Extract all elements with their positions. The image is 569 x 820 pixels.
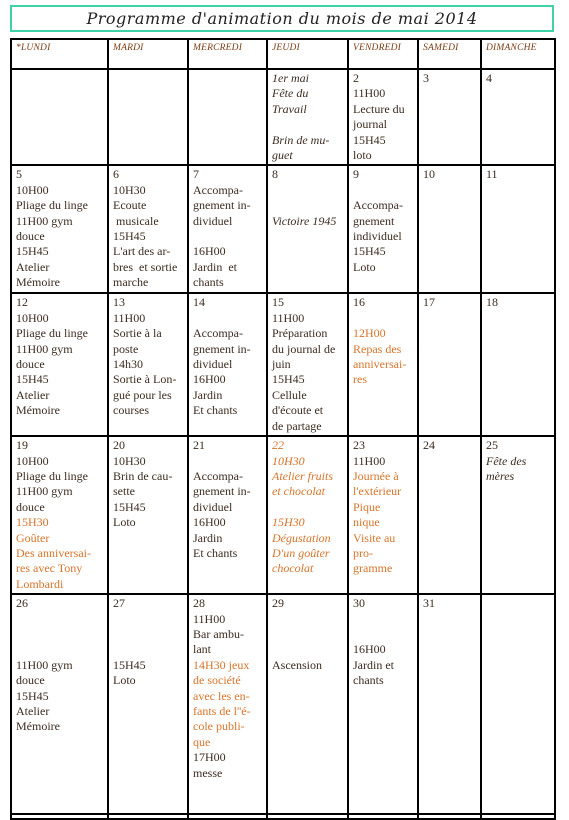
day-cell-line: 2: [353, 71, 359, 85]
day-cell: [267, 69, 348, 165]
header-row: [11, 39, 555, 69]
day-cell-line: gnement in-: [193, 341, 251, 356]
day-cell: [348, 814, 418, 819]
page-title: Programme d'animation du mois de mai 2014: [86, 9, 478, 28]
day-cell-line: bres et sortie: [113, 259, 178, 274]
day-cell: [108, 69, 188, 165]
day-cell-line: douce: [16, 499, 45, 514]
day-cell-line: d'écoute et: [272, 403, 324, 418]
day-cell-line: dividuel: [193, 213, 233, 228]
day-cell-line: 23: [353, 438, 365, 453]
header-lundi: *LUNDI: [11, 39, 108, 69]
day-cell-line: Atelier fruits: [272, 468, 333, 483]
day-cell-line: Ecoute: [113, 198, 147, 213]
day-cell-line: Accompa-: [353, 198, 403, 213]
day-cell-line: Et chants: [193, 403, 238, 418]
title-box: [10, 5, 554, 32]
day-cell-line: 11H00: [113, 310, 146, 325]
day-cell-line: [353, 183, 414, 198]
day-cell-line: Sortie à Lon-: [113, 372, 177, 387]
cut-off-row: [11, 814, 555, 819]
day-cell-line: Mémoire: [16, 275, 60, 290]
day-cell: [11, 814, 108, 819]
day-cell: [418, 814, 481, 819]
day-cell-line: avec les en-: [193, 688, 250, 703]
day-cell-line: [353, 311, 414, 326]
day-cell-line: 16H00: [193, 244, 226, 259]
day-cell-line: 9: [353, 167, 359, 182]
day-cell-line: Ascension: [272, 657, 322, 672]
day-cell: [418, 165, 481, 293]
day-cell-line: 11H00 gym: [16, 657, 73, 672]
header-jeudi: JEUDI: [267, 39, 348, 69]
day-cell-line: Préparation: [272, 326, 328, 341]
day-cell-line: [16, 612, 104, 627]
day-cell-line: 18: [486, 295, 498, 310]
day-cell-line: gnement: [353, 213, 395, 228]
day-cell-line: 11: [486, 167, 498, 182]
day-cell-line: Bar ambu-: [193, 626, 244, 641]
week-row: [11, 594, 555, 814]
day-cell: [267, 165, 348, 293]
day-cell-line: Accompa-: [193, 468, 243, 483]
day-cell-line: Sortie à la: [113, 326, 162, 341]
day-cell-line: 10H30: [272, 453, 305, 468]
day-cell: [348, 436, 418, 594]
day-cell-line: du journal de: [272, 341, 336, 356]
day-cell-line: 1er mai: [272, 71, 309, 85]
day-cell-line: gué pour les: [113, 387, 172, 402]
day-cell-line: gnement in-: [193, 198, 251, 213]
day-cell-line: sette: [113, 484, 135, 499]
day-cell-line: 24: [423, 438, 435, 453]
day-cell-line: Brin de mu-: [272, 132, 330, 147]
day-cell-line: 11H00 gym: [16, 341, 73, 356]
day-cell-line: Mémoire: [16, 403, 60, 418]
day-cell-line: douce: [16, 357, 45, 372]
day-cell-line: mères: [486, 468, 515, 483]
day-cell-line: Travail: [272, 101, 307, 116]
day-cell-line: 25: [486, 438, 498, 453]
day-cell-line: Pliage du linge: [16, 326, 88, 341]
day-cell-line: 14h30: [113, 357, 143, 372]
day-cell-line: que: [193, 734, 211, 749]
day-cell-line: poste: [113, 341, 139, 356]
day-cell: [418, 436, 481, 594]
day-cell-line: 17: [423, 295, 435, 310]
day-cell-line: res: [353, 372, 367, 387]
day-cell-line: 15H45: [353, 244, 386, 259]
day-cell-line: chants: [193, 275, 224, 290]
day-cell-line: gramme: [353, 561, 393, 576]
day-cell-line: Cellule: [272, 387, 307, 402]
day-cell-line: Loto: [113, 673, 136, 688]
day-cell-line: Pliage du linge: [16, 468, 88, 483]
day-cell-line: dividuel: [193, 499, 233, 514]
day-cell-line: Atelier: [16, 387, 50, 402]
day-cell-line: 16H00: [193, 515, 226, 530]
day-cell-line: Loto: [353, 259, 376, 274]
header-dimanche: DIMANCHE: [481, 39, 555, 69]
day-cell-line: Jardin: [193, 530, 223, 545]
day-cell-line: 15: [272, 295, 284, 310]
day-cell: [481, 69, 555, 165]
day-cell-line: 14: [193, 295, 205, 310]
day-cell-line: individuel: [353, 229, 402, 244]
day-cell-line: Lombardi: [16, 576, 64, 591]
day-cell: [267, 293, 348, 436]
day-cell-line: [272, 198, 344, 213]
day-cell-line: 21: [193, 438, 205, 453]
day-cell-line: loto: [353, 148, 372, 163]
day-cell: [11, 436, 108, 594]
week-row: [11, 293, 555, 436]
day-cell-line: messe: [193, 765, 223, 780]
day-cell: [11, 165, 108, 293]
day-cell-line: 6: [113, 167, 119, 182]
day-cell: [267, 436, 348, 594]
day-cell-line: Repas des: [353, 341, 402, 356]
day-cell-line: 10H00: [16, 453, 49, 468]
day-cell-line: [353, 612, 414, 627]
day-cell-line: 10H30: [113, 182, 146, 197]
day-cell-line: 15H30: [16, 515, 49, 530]
day-cell: [188, 436, 267, 594]
day-cell-line: [272, 183, 344, 198]
day-cell-line: 13: [113, 295, 125, 310]
day-cell-line: 7: [193, 167, 199, 182]
day-cell-line: Lecture du: [353, 101, 405, 116]
day-cell: [418, 69, 481, 165]
day-cell-line: [16, 642, 104, 657]
day-cell-line: D'un goûter: [272, 545, 330, 560]
day-cell: [188, 814, 267, 819]
day-cell-line: fants de l''é-: [193, 704, 251, 718]
day-cell: [481, 814, 555, 819]
day-cell: [481, 594, 555, 814]
day-cell-line: 8: [272, 167, 278, 182]
day-cell-line: [113, 642, 184, 657]
day-cell-line: 10H00: [16, 182, 49, 197]
day-cell-line: Des anniversai-: [16, 545, 91, 560]
day-cell-line: 10H00: [16, 310, 49, 325]
day-cell-line: Jardin et: [193, 259, 237, 274]
header-samedi: SAMEDI: [418, 39, 481, 69]
day-cell-line: Et chants: [193, 545, 238, 560]
day-cell-line: 20: [113, 438, 125, 453]
day-cell-line: 10H30: [113, 453, 146, 468]
day-cell-line: [16, 627, 104, 642]
day-cell-line: courses: [113, 403, 149, 418]
day-cell: [348, 594, 418, 814]
day-cell-line: musicale: [113, 213, 159, 228]
day-cell-line: 17H00: [193, 750, 226, 765]
day-cell-line: Accompa-: [193, 182, 243, 197]
day-cell-line: lant: [193, 642, 211, 657]
day-cell-line: 29: [272, 596, 284, 611]
day-cell-line: nique: [353, 515, 380, 530]
day-cell-line: Victoire 1945: [272, 213, 337, 228]
day-cell: [481, 293, 555, 436]
day-cell-line: 15H30: [272, 515, 305, 530]
day-cell-line: 22: [272, 438, 284, 453]
day-cell-line: [353, 627, 414, 642]
day-cell-line: anniversai-: [353, 357, 407, 372]
day-cell-line: Pique: [353, 499, 381, 514]
day-cell: [348, 69, 418, 165]
day-cell-line: [193, 229, 263, 244]
day-cell-line: 15H45: [113, 499, 146, 514]
day-cell-line: de partage: [272, 418, 322, 433]
day-cell: [11, 594, 108, 814]
day-cell-line: Atelier: [16, 704, 50, 718]
day-cell-line: Journée à: [353, 468, 399, 483]
day-cell-line: 14H30 jeux: [193, 657, 250, 672]
day-cell-line: 10: [423, 167, 435, 182]
day-cell-line: Mémoire: [16, 719, 60, 734]
day-cell: [418, 293, 481, 436]
day-cell-line: [193, 454, 263, 469]
day-cell: [348, 293, 418, 436]
day-cell: [188, 594, 267, 814]
day-cell: [418, 594, 481, 814]
day-cell-line: 11H00 gym: [16, 484, 73, 499]
day-cell: [108, 293, 188, 436]
header-vendredi: VENDREDI: [348, 39, 418, 69]
day-cell-line: Fête des: [486, 453, 527, 468]
day-cell-line: Dégustation: [272, 530, 331, 545]
day-cell: [11, 69, 108, 165]
day-cell-line: 15H45: [113, 229, 146, 244]
day-cell-line: 15H45: [16, 688, 49, 703]
day-cell-line: Jardin: [193, 387, 223, 402]
day-cell-line: Loto: [113, 515, 136, 530]
day-cell-line: [272, 612, 344, 627]
day-cell-line: res avec Tony: [16, 561, 83, 576]
day-cell-line: 31: [423, 596, 435, 611]
day-cell-line: 12H00: [353, 326, 386, 341]
day-cell-line: douce: [16, 673, 45, 688]
day-cell-line: 11H00: [353, 453, 386, 468]
day-cell-line: [193, 311, 263, 326]
day-cell: [11, 293, 108, 436]
day-cell-line: 16: [353, 295, 365, 310]
day-cell-line: Brin de cau-: [113, 468, 173, 483]
day-cell-line: 16H00: [193, 372, 226, 387]
day-cell-line: [113, 612, 184, 627]
day-cell-line: [272, 642, 344, 657]
day-cell-line: 27: [113, 596, 125, 611]
day-cell-line: 12: [16, 295, 28, 310]
calendar-table: [10, 38, 556, 820]
day-cell-line: L'art des ar-: [113, 244, 171, 259]
day-cell-line: Visite au: [353, 530, 396, 545]
day-cell-line: 15H45: [16, 372, 49, 387]
day-cell-line: 15H45: [353, 132, 386, 147]
day-cell: [108, 594, 188, 814]
day-cell: [348, 165, 418, 293]
day-cell: [481, 165, 555, 293]
day-cell-line: chocolat: [272, 561, 314, 576]
day-cell: [188, 293, 267, 436]
day-cell-line: 30: [353, 596, 365, 611]
day-cell-line: juin: [272, 357, 291, 372]
day-cell-line: Jardin et: [353, 657, 394, 672]
day-cell: [108, 165, 188, 293]
day-cell-line: guet: [272, 148, 293, 163]
day-cell-line: et chocolat: [272, 484, 325, 499]
day-cell-line: 11H00: [272, 310, 305, 325]
day-cell: [267, 594, 348, 814]
day-cell: [188, 69, 267, 165]
day-cell-line: Pliage du linge: [16, 198, 88, 213]
day-cell-line: 4: [486, 71, 492, 85]
day-cell-line: l'extérieur: [353, 484, 402, 499]
day-cell-line: [272, 500, 344, 515]
day-cell-line: dividuel: [193, 357, 233, 372]
day-cell-line: 26: [16, 596, 28, 611]
day-cell: [108, 814, 188, 819]
day-cell-line: Fête du: [272, 86, 309, 101]
day-cell: [481, 436, 555, 594]
day-cell-line: douce: [16, 229, 45, 244]
day-cell-line: 3: [423, 71, 429, 85]
day-cell-line: gnement in-: [193, 484, 251, 499]
day-cell-line: 11H00 gym: [16, 213, 73, 228]
day-cell-line: 15H45: [272, 372, 305, 387]
day-cell-line: 11H00: [353, 86, 386, 101]
day-cell-line: Accompa-: [193, 326, 243, 341]
day-cell-line: pro-: [353, 545, 373, 560]
week-row: [11, 436, 555, 594]
day-cell-line: Atelier: [16, 259, 50, 274]
header-mercredi: MERCREDI: [188, 39, 267, 69]
day-cell-line: 5: [16, 167, 22, 182]
day-cell: [108, 436, 188, 594]
day-cell-line: de société: [193, 673, 241, 688]
day-cell-line: chants: [353, 673, 384, 688]
day-cell-line: 15H45: [113, 657, 146, 672]
day-cell-line: Goûter: [16, 530, 50, 545]
day-cell-line: [113, 627, 184, 642]
week-row: [11, 69, 555, 165]
day-cell-line: 16H00: [353, 642, 386, 657]
day-cell-line: 15H45: [16, 244, 49, 259]
day-cell-line: [272, 117, 344, 132]
day-cell-line: cole publi-: [193, 719, 245, 734]
header-mardi: MARDI: [108, 39, 188, 69]
day-cell-line: marche: [113, 275, 149, 290]
day-cell-line: [272, 627, 344, 642]
day-cell-line: 28: [193, 596, 205, 611]
week-row: [11, 165, 555, 293]
day-cell: [188, 165, 267, 293]
day-cell-line: 19: [16, 438, 28, 453]
day-cell-line: 11H00: [193, 611, 226, 626]
day-cell-line: journal: [353, 117, 387, 132]
day-cell: [267, 814, 348, 819]
